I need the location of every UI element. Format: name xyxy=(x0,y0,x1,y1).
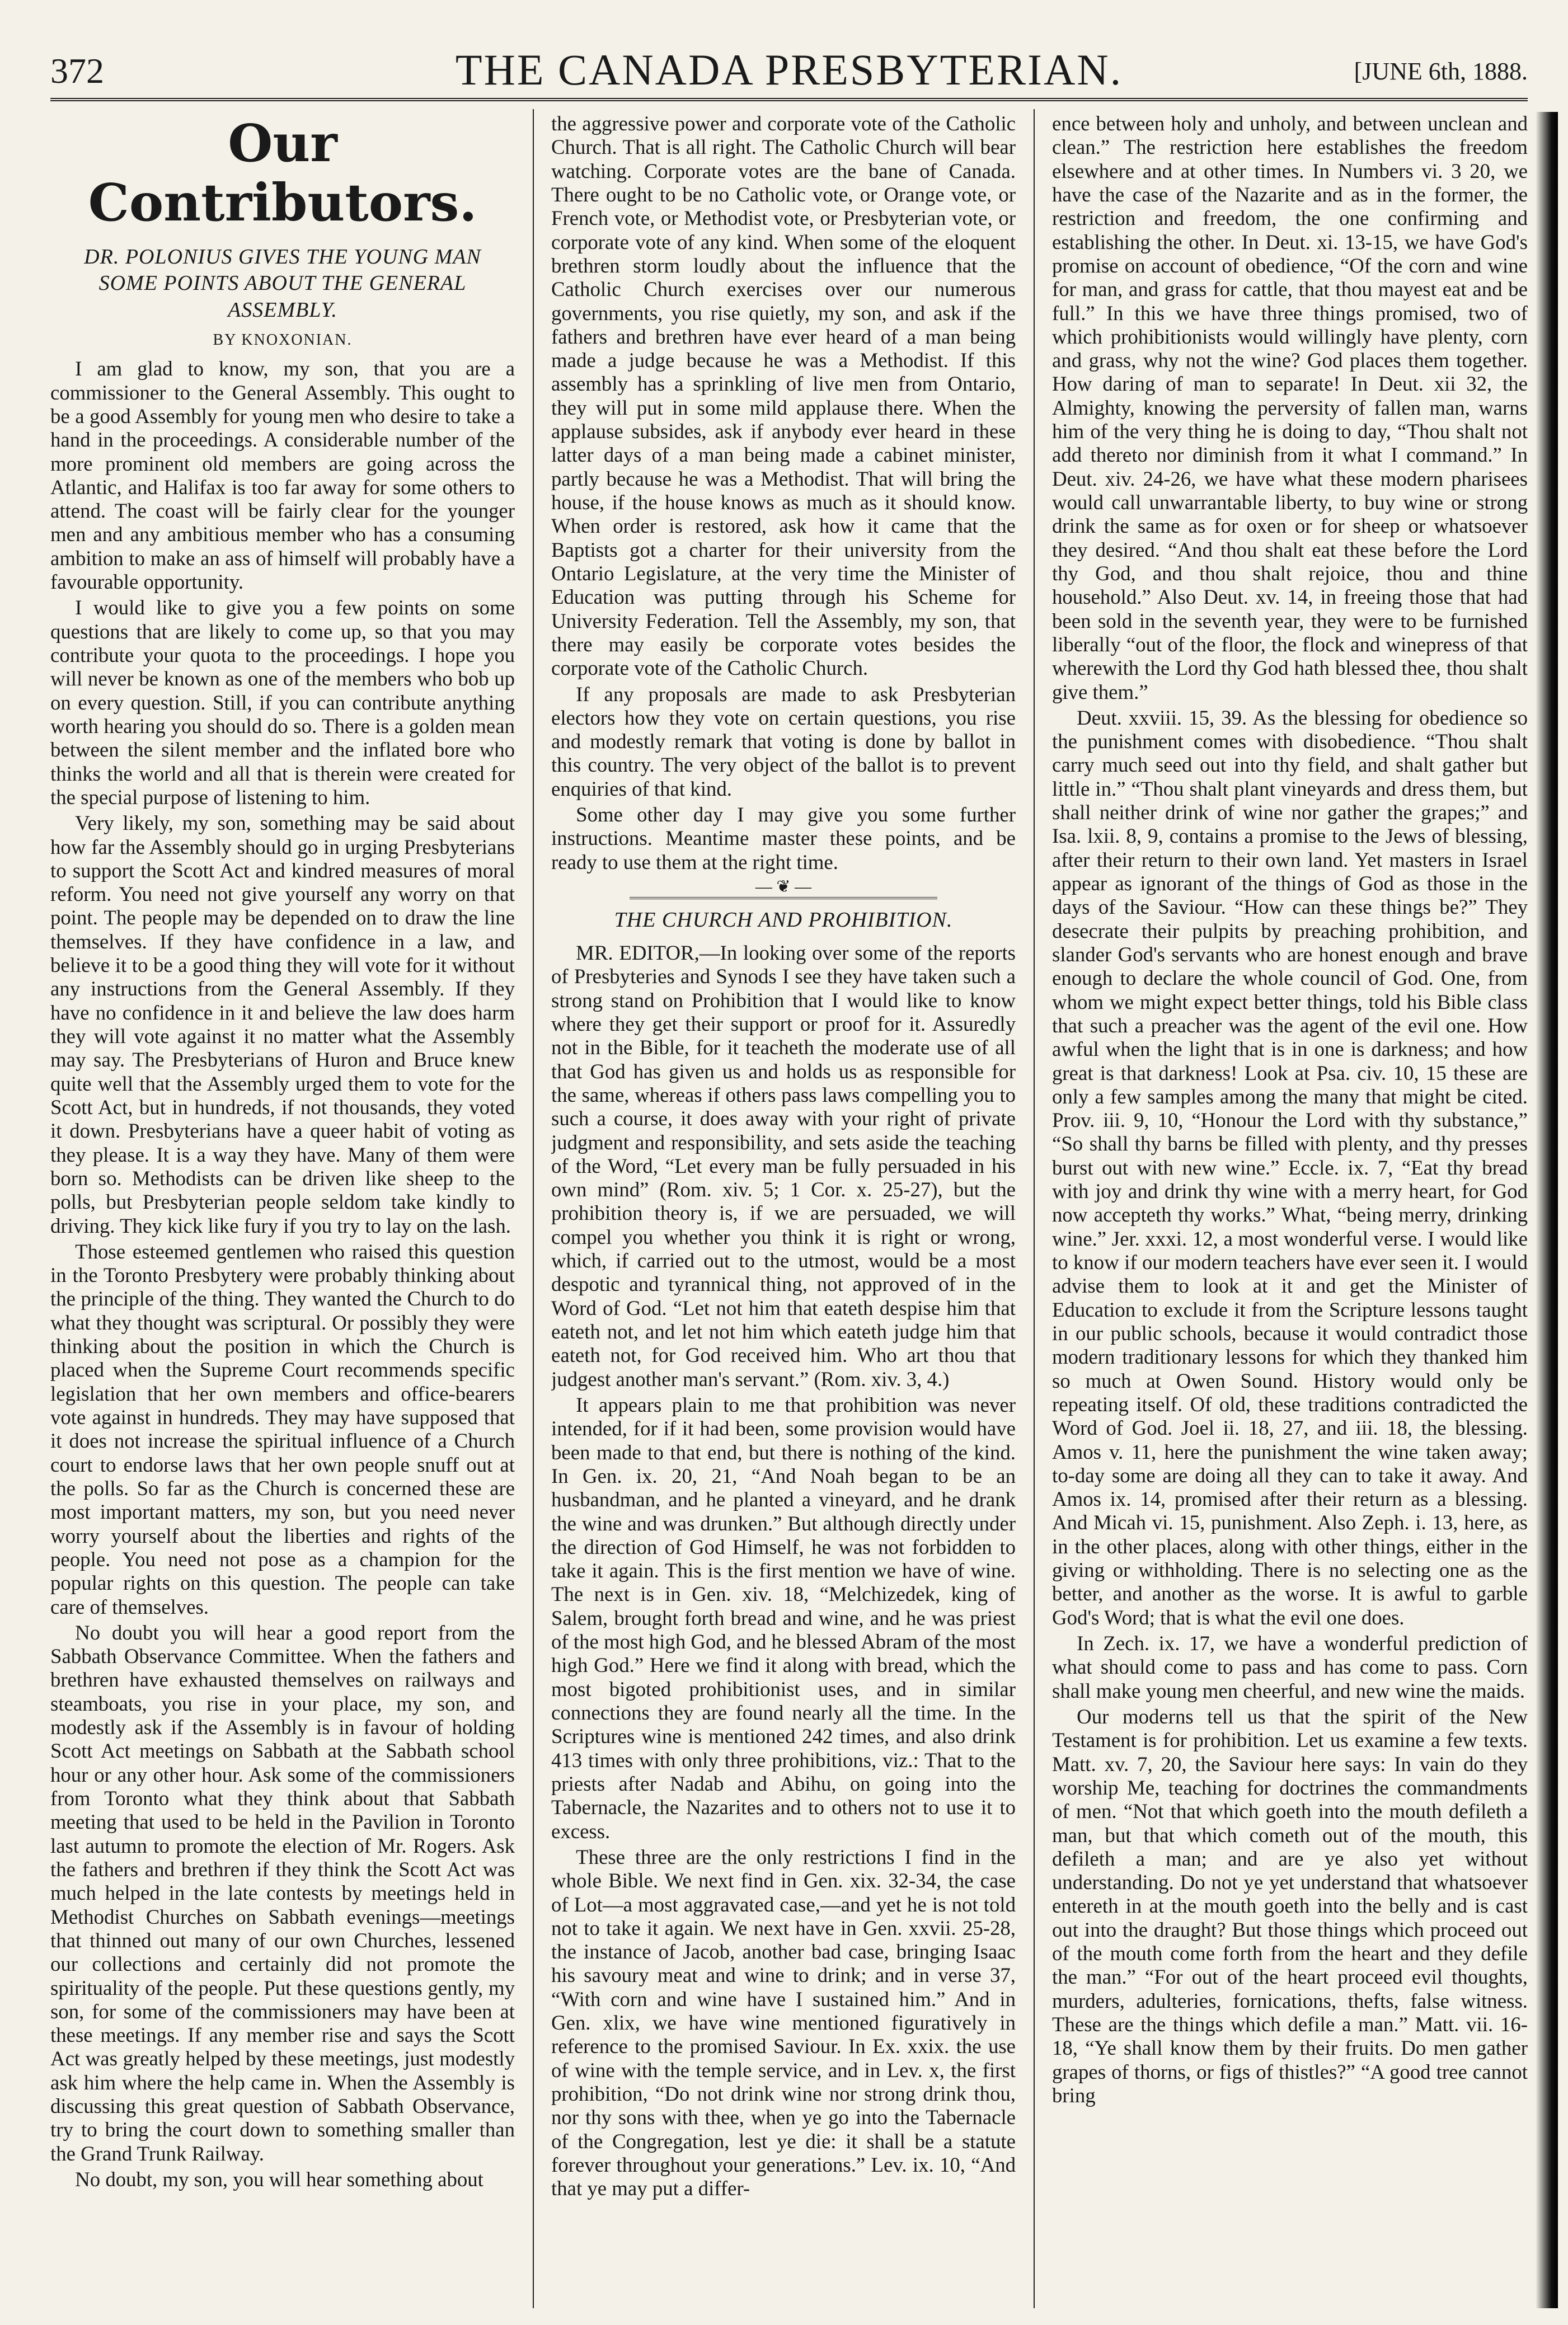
article-headline: THE CHURCH AND PROHIBITION. xyxy=(614,908,953,932)
column-1 xyxy=(50,112,515,2308)
column-rule xyxy=(533,109,534,2308)
paragraph: No doubt, my son, you will hear something about xyxy=(75,2168,483,2191)
paragraph: In Zech. ix. 17, we have a wonderful prediction of what should come to pass and has come to pass. Corn shall make young men cheerful, and new wine the maids. xyxy=(1052,1632,1528,1702)
paragraph: I am glad to know, my son, that you are a commissioner to the General Assembly. This ought to be a good Assembly for young men who desire to take a hand in the proceedings. A considerable number of the more prominent old members are going across the Atlantic, and Halifax is too far away for some others to attend. The coast will be fairly clear for the younger men and any ambitious member who has a consuming ambition to make an ass of himself will probably have a favourable opportunity. xyxy=(50,357,515,594)
separator-rule xyxy=(630,897,937,899)
ornament: — ❦ — xyxy=(755,877,812,896)
paragraph: Our moderns tell us that the spirit of the New Testament is for prohibition. Let us examine a few texts. Matt. xv. 7, 20, the Saviour here says: In vain do they worship Me, teaching for doctrines the commandments of men. “Not that which goeth into the mouth defileth a man, but that which cometh out of the mouth, this defileth a man; and are ye also yet without understanding. Do not ye yet understand that whatsoever entereth in at the mouth goeth into the belly and is cast out into the draught? But those things which proceed out of the mouth come forth from the heart and they defile the man.” “For out of the heart proceed evil thoughts, murders, adulteries, fornications, thefts, false witness. These are the things which defile a man.” Matt. vii. 16-18, “Ye shall know them by their fruits. Do men gather grapes of thorns, or figs of thistles?” “A good tree cannot bring xyxy=(1052,1704,1528,2107)
page-header xyxy=(50,34,1528,95)
paragraph: I would like to give you a few points on some questions that are likely to come up, so that you may contribute your quota to the proceedings. I hope you will never be known as one of the members who bob up on every question. Still, if you can contribute anything worth hearing you should do so. There is a golden mean between the silent member and the inflated bore who thinks the world and all that is therein were created for the special purpose of listening to him. xyxy=(50,596,515,809)
paragraph: the aggressive power and corporate vote of the Catholic Church. That is all right. The Catholic Church will bear watching. Corporate votes are the bane of Canada. There ought to be no Catholic vote, or Orange vote, or French vote, or Methodist vote, or Presbyterian vote, or corporate vote of any kind. When some of the eloquent brethren storm loudly about the influence that the Catholic Church exercises over our numerous governments, you rise quietly, my son, and ask if the fathers and brethren have ever heard of a man being made a judge because he was a Methodist. If this assembly has a sprinkling of live men from Ontario, they will put in some mild applause there. When the applause subsides, ask if anybody ever heard in these latter days of a man being made a cabinet minister, partly because he was a Methodist. That will bring the house, if the house knows as much as it should know. When order is restored, ask how it came that the Baptists got a charter for their university from the Ontario Legislature, at the very time the Minister of Education was putting through his Scheme for University Federation. Tell the Assembly, my son, that there may easily be corporate votes besides the corporate vote of the Catholic Church. xyxy=(551,112,1016,680)
section-title: Our Contributors. xyxy=(88,113,477,233)
paragraph: Those esteemed gentlemen who raised this question in the Toronto Presbytery were probably thinking about the principle of the thing. They wanted the Church to do what they thought was scriptural. Or possibly they were thinking about the position in which the Church is placed when the Supreme Court recommends specific legislation that her own members and office-bearers vote against in hundreds. They may have supposed that it does not increase the spiritual influence of a Church court to endorse laws that her own people snuff out at the polls. So far as the Church is concerned these are most important matters, my son, but you need never worry yourself about the liberties and rights of the people. You need not pose as a champion for the popular rights on this question. The people can take care of themselves. xyxy=(50,1239,515,1618)
paragraph: These three are the only restrictions I find in the whole Bible. We next find in Gen. xix. 32-34, the case of Lot—a most aggravated case,—and yet he is not told not to take it again. We next have in Gen. xxvii. 25-28, the instance of Jacob, another bad case, bringing Isaac his savoury meat and wine to drink; and in verse 37, “With corn and wine have I sustained him.” And in Gen. xlix, we have wine mentioned figuratively in reference to the promised Saviour. In Ex. xxix. the use of wine with the temple service, and in Lev. x, the first prohibition, “Do not drink wine nor strong drink thou, nor thy sons with thee, when ye go into the Tabernacle of the Congregation, lest ye die: it shall be a statute forever throughout your generations.” Lev. ix. 10, “And that ye may put a differ- xyxy=(551,1845,1016,2200)
scan-edge-shadow xyxy=(1536,112,1558,2308)
paragraph: Very likely, my son, something may be said about how far the Assembly should go in urging Presbyterians to support the Scott Act and kindred measures of moral reform. You need not give yourself any worry on that point. The people may be depended on to draw the line themselves. If they have confidence in a law, and believe it to be a good thing they will vote for it without any instructions from the General Assembly. If they have no confidence in it and believe the law does harm they will vote against it no matter what the Assembly may say. The Presbyterians of Huron and Bruce knew quite well that the Assembly urged them to vote for the Scott Act, but in hundreds, if not thousands, they voted it down. Presbyterians have a queer habit of voting as they please. It is a way they have. Many of them were born so. Methodists can be driven like sheep to the polls, but Presbyterian people seldom take kindly to driving. They kick like fury if you try to lay on the lash. xyxy=(50,811,515,1237)
running-title: THE CANADA PRESBYTERIAN. xyxy=(455,45,1123,94)
paragraph: It appears plain to me that prohibition was never intended, for if it had been, some provision would have been made to that end, but there is nothing of the kind. In Gen. ix. 20, 21, “And Noah began to be an husbandman, and he planted a vineyard, and he drank the wine and was drunken.” But although directly under the direction of God Himself, he was not forbidden to take it again. This is the first mention we have of wine. The next is in Gen. xiv. 18, “Melchizedek, king of Salem, brought forth bread and wine, and he was priest of the most high God, and he blessed Abram of the most high God.” Here we find it along with bread, which the most bigoted prohibitionist uses, and in similar connections they are found nearly all the time. In the Scriptures wine is mentioned 242 times, and also drink 413 times with only three prohibitions, viz.: That to the priests after Nadab and Abihu, on going into the Tabernacle, the Nazarites and to others not to use it to excess. xyxy=(551,1393,1016,1843)
page-number: 372 xyxy=(50,51,104,91)
issue-date: [JUNE 6th, 1888. xyxy=(1354,58,1528,85)
paragraph: No doubt you will hear a good report from the Sabbath Observance Committee. When the fathers and brethren have exhausted themselves on railways and steamboats, you rise in your place, my son, and modestly ask if the Assembly is in favour of holding Scott Act meetings on Sabbath at the Sabbath school hour or any other hour. Ask some of the commissioners from Toronto what they think about that Sabbath meeting that used to be held in the Pavilion in Toronto last autumn to promote the election of Mr. Rogers. Ask the fathers and brethren if they think the Scott Act was much helped in the late contests by meetings held in Methodist Churches on Sabbath evenings—meetings that thinned out many of our own Churches, lessened our collections and certainly did not promote the spirituality of the people. Put these questions gently, my son, for some of the commissioners may have been at these meetings. If any member rise and says the Scott Act was greatly helped by these meetings, just modestly ask him where the help came in. When the Assembly is discussing this great question of Sabbath Observance, try to bring the court down to something smaller than the Grand Trunk Railway. xyxy=(50,1621,515,2165)
paragraph: MR. EDITOR,—In looking over some of the reports of Presbyteries and Synods I see they have taken such a strong stand on Prohibition that I would like to know where they get their support or proof for it. Assuredly not in the Bible, for it teacheth the moderate use of all that God has given us and holds us as responsible for the same, whereas if others pass laws compelling you to such a course, it does away with your right of private judgment and responsibility, and sets aside the teaching of the Word, “Let every man be fully persuaded in his own mind” (Rom. xiv. 5; 1 Cor. x. 25-27), but the prohibition theory is, if we are persuaded, we will compel you whether you think it is right or wrong, which, if carried out to the utmost, would be a most despotic and tyrannical thing, not approved of in the Word of God. “Let not him that eateth despise him that eateth not, and let not him which eateth judge him that eateth not, for God received him. Who art thou that judgest another man's servant.” (Rom. xiv. 3, 4.) xyxy=(551,941,1016,1391)
column-rule xyxy=(1034,109,1035,2308)
paragraph: If any proposals are made to ask Presbyterian electors how they vote on certain questions, you rise and modestly remark that voting is done by ballot in this country. The very object of the ballot is to prevent enquiries of that kind. xyxy=(551,682,1016,800)
column-3 xyxy=(1052,112,1528,2308)
header-rule xyxy=(50,98,1528,101)
paragraph: Some other day I may give you some further instructions. Meantime master these points, and be ready to use them at the right time. xyxy=(551,803,1016,873)
article-headline: DR. POLONIUS GIVES THE YOUNG MAN SOME POINTS ABOUT THE GENERAL ASSEMBLY. xyxy=(84,245,481,322)
paragraph: ence between holy and unholy, and between unclean and clean.” The restriction here establishes the freedom elsewhere and at other times. In Numbers vi. 3 20, we have the case of the Nazarite and as in the former, the restriction and freedom, the one confirming and establishing the other. In Deut. xi. 13-15, we have God's promise on account of obedience, “Of the corn and wine for man, and grass for cattle, that thou mayest eat and be full.” In this we have three things promised, two of which prohibitionists would willingly have plenty, corn and grass, why not the wine? God places them together. How daring of man to separate! In Deut. xii 32, the Almighty, knowing the perversity of fallen man, warns him of the very thing he is doing to day, “Thou shalt not add thereto nor diminish from it what I command.” In Deut. xiv. 24-26, we have what these modern pharisees would call unwarrantable liberty, to buy wine or strong drink the same as for oxen or for sheep or whatsoever they desired. “And thou shalt eat these before the Lord thy God, and thou shalt rejoice, thou and thine household.” Also Deut. xv. 14, in freeing those that had been sold in the seventh year, they were to be furnished liberally “out of the floor, the flock and winepress of that wherewith the Lord thy God hath blessed thee, thou shalt give them.” xyxy=(1052,112,1528,703)
byline: BY KNOXONIAN. xyxy=(213,331,353,349)
paragraph: Deut. xxviii. 15, 39. As the blessing for obedience so the punishment comes with disobedience. “Thou shalt carry much seed out into thy field, and shalt gather but little in.” “Thou shalt plant vineyards and dress them, but shall neither drink of wine nor gather the grapes;” and Isa. lxii. 8, 9, contains a promise to the Jews of blessing, after their return to their own land. Yet masters in Israel appear as ignorant of the things of God as those in the days of the Saviour. “How can these things be?” They desecrate their pulpits by preaching prohibition, and slander God's servants who are honest enough and brave enough to declare the whole council of God. One, from whom we might expect better things, told his Bible class that such a preacher was the agent of the evil one. How awful when the light that is in one is darkness; and how great is that darkness! Look at Psa. civ. 10, 15 these are only a few samples among the many that might be cited. Prov. iii. 9, 10, “Honour the Lord with thy substance,” “So shall thy barns be filled with plenty, and thy presses burst out with new wine.” Eccle. ix. 7, “Eat thy bread with joy and drink thy wine with a merry heart, for God now accepteth thy works.” What, “being merry, drinking wine.” Jer. xxxi. 12, a most wonderful verse. I would like to know if our modern teachers have ever seen it. I would advise them to look at it and get the Minister of Education to exclude it from the Scripture lessons taught in our public schools, because it would contradict those modern traditionary lessons for which they thanked him so much at Owen Sound. History would only be repeating itself. Of old, these traditions contradicted the Word of God. Joel ii. 18, 27, and iii. 18, the blessing. Amos v. 11, here the punishment the wine taken away; to-day some are doing all they can to take it away. And Amos ix. 14, promised after their return as a blessing. And Micah vi. 15, punishment. Also Zeph. i. 13, here, as in the other places, along with other things, either in the giving or withholding. There is no selecting one as the better, and another as the worse. It is awful to garble God's Word; that is what the evil one does. xyxy=(1052,706,1528,1629)
column-2 xyxy=(551,112,1016,2308)
